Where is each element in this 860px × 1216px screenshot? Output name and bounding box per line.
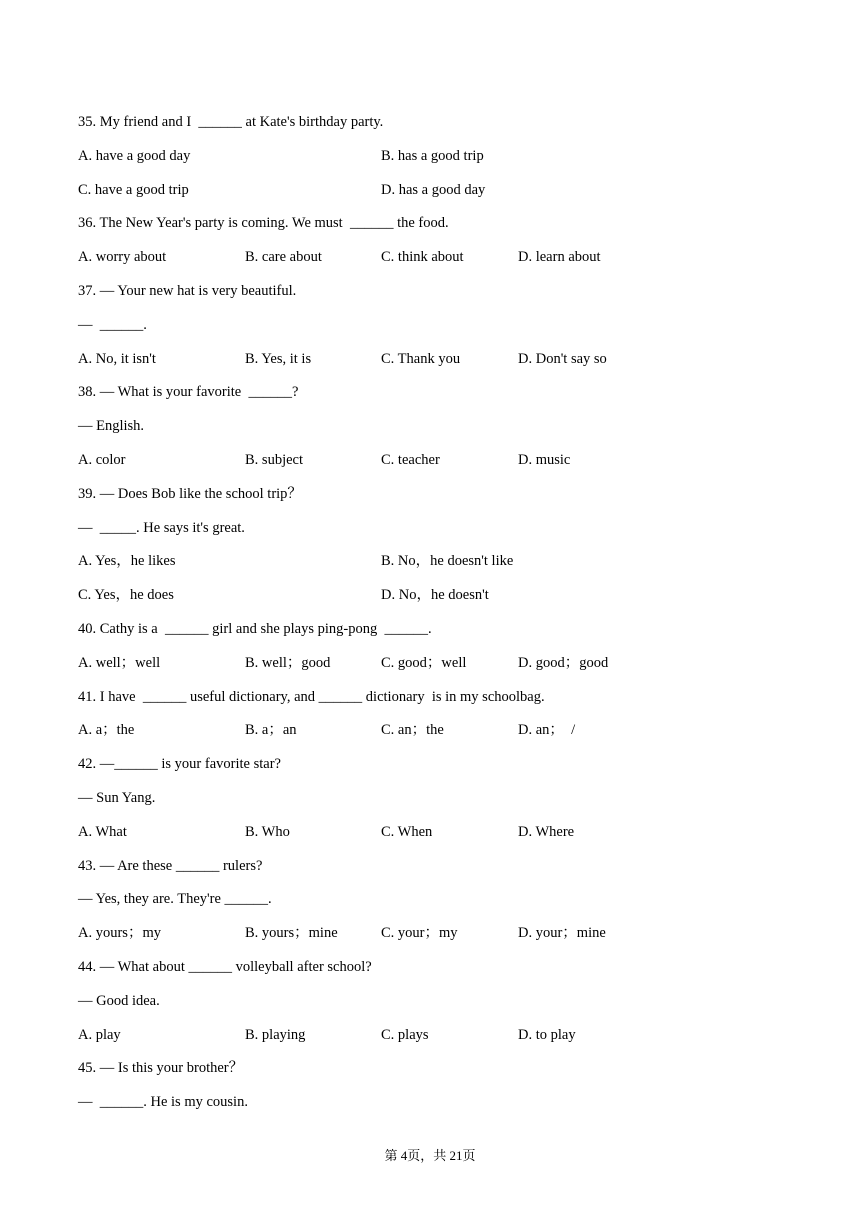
answer-option: D. to play	[518, 1026, 576, 1043]
answer-option: A. have a good day	[78, 147, 191, 164]
answer-option: C. plays	[381, 1026, 429, 1043]
dialogue-line: — ______. He is my cousin.	[78, 1094, 248, 1111]
answer-option: D. Where	[518, 823, 575, 840]
dialogue-line: — English.	[78, 418, 145, 435]
option-row	[78, 243, 778, 277]
page-footer: 第 4页，共 21页	[384, 1148, 476, 1163]
question-block	[78, 953, 778, 1054]
question-block	[78, 683, 778, 751]
option-row	[78, 649, 778, 683]
question-stem: 35. My friend and I ______ at Kate's birthday party.	[78, 114, 384, 130]
question-stem: 43. — Are these ______ rulers?	[78, 857, 263, 874]
option-row	[78, 446, 778, 480]
answer-option: B. yours；mine	[245, 925, 338, 942]
option-row	[78, 547, 778, 581]
answer-option: A. Yes，he likes	[78, 553, 176, 570]
question-list	[78, 108, 778, 1122]
answer-option: A. yours；my	[78, 925, 161, 942]
question-stem: 44. — What about ______ volleyball after school?	[78, 958, 372, 975]
answer-option: B. a；an	[245, 722, 297, 739]
question-block	[78, 378, 778, 479]
answer-option: C. When	[381, 823, 433, 840]
dialogue-line: — ______.	[78, 316, 147, 333]
question-stem: 41. I have ______ useful dictionary, and ______ dictionary is in my schoolbag.	[78, 688, 545, 705]
answer-option: A. worry about	[78, 249, 167, 266]
answer-option: D. good；good	[518, 654, 609, 671]
question-stem: 42. —______ is your favorite star?	[78, 756, 281, 773]
dialogue-line: — _____. He says it's great.	[78, 519, 245, 536]
question-stem: 40. Cathy is a ______ girl and she plays ping-pong ______.	[78, 620, 432, 637]
answer-option: D. learn about	[518, 249, 601, 266]
option-row	[78, 716, 778, 750]
answer-option: A. play	[78, 1026, 121, 1043]
option-row	[78, 1021, 778, 1055]
dialogue-line: — Yes, they are. They're ______.	[78, 891, 272, 908]
dialogue-line: — Sun Yang.	[78, 789, 156, 806]
answer-option: B. Yes, it is	[245, 350, 312, 367]
answer-option: C. an；the	[381, 722, 444, 739]
answer-option: C. your；my	[381, 925, 458, 942]
answer-option: D. music	[518, 451, 571, 468]
question-stem: 37. — Your new hat is very beautiful.	[78, 282, 297, 299]
answer-option: B. Who	[245, 823, 290, 840]
answer-option: D. Don't say so	[518, 350, 607, 367]
answer-option: A. What	[78, 823, 127, 840]
option-row	[78, 919, 778, 953]
answer-option: C. teacher	[381, 451, 440, 468]
question-stem: 45. — Is this your brother？	[78, 1060, 244, 1077]
question-block	[78, 750, 778, 851]
answer-option: C. have a good trip	[78, 181, 189, 198]
question-stem: 39. — Does Bob like the school trip？	[78, 485, 302, 502]
option-row	[78, 581, 778, 615]
option-row	[78, 818, 778, 852]
answer-option: D. No，he doesn't	[381, 587, 489, 604]
answer-option: D. has a good day	[381, 181, 486, 198]
question-block	[78, 852, 778, 953]
question-block	[78, 277, 778, 378]
question-block	[78, 615, 778, 683]
answer-option: C. Thank you	[381, 350, 461, 367]
question-block	[78, 1054, 778, 1122]
answer-option: C. Yes，he does	[78, 587, 174, 604]
option-row	[78, 142, 778, 176]
question-block	[78, 480, 778, 615]
answer-option: B. No，he doesn't like	[381, 553, 514, 570]
answer-option: B. has a good trip	[381, 147, 484, 164]
answer-option: A. No, it isn't	[78, 350, 156, 367]
answer-option: C. think about	[381, 249, 464, 266]
answer-option: B. subject	[245, 451, 303, 468]
answer-option: A. well；well	[78, 654, 161, 671]
question-stem: 38. — What is your favorite ______?	[78, 384, 299, 401]
answer-option: A. color	[78, 451, 126, 468]
question-stem: 36. The New Year's party is coming. We must ______ the food.	[78, 215, 449, 232]
option-row	[78, 176, 778, 210]
answer-option: A. a；the	[78, 722, 135, 739]
answer-option: D. an； /	[518, 722, 576, 739]
answer-option: C. good；well	[381, 654, 467, 671]
answer-option: B. playing	[245, 1026, 306, 1043]
answer-option: D. your；mine	[518, 925, 606, 942]
option-row	[78, 345, 778, 379]
dialogue-line: — Good idea.	[78, 992, 160, 1009]
question-block	[78, 209, 778, 277]
answer-option: B. well；good	[245, 654, 331, 671]
answer-option: B. care about	[245, 249, 322, 266]
question-block	[78, 108, 778, 209]
